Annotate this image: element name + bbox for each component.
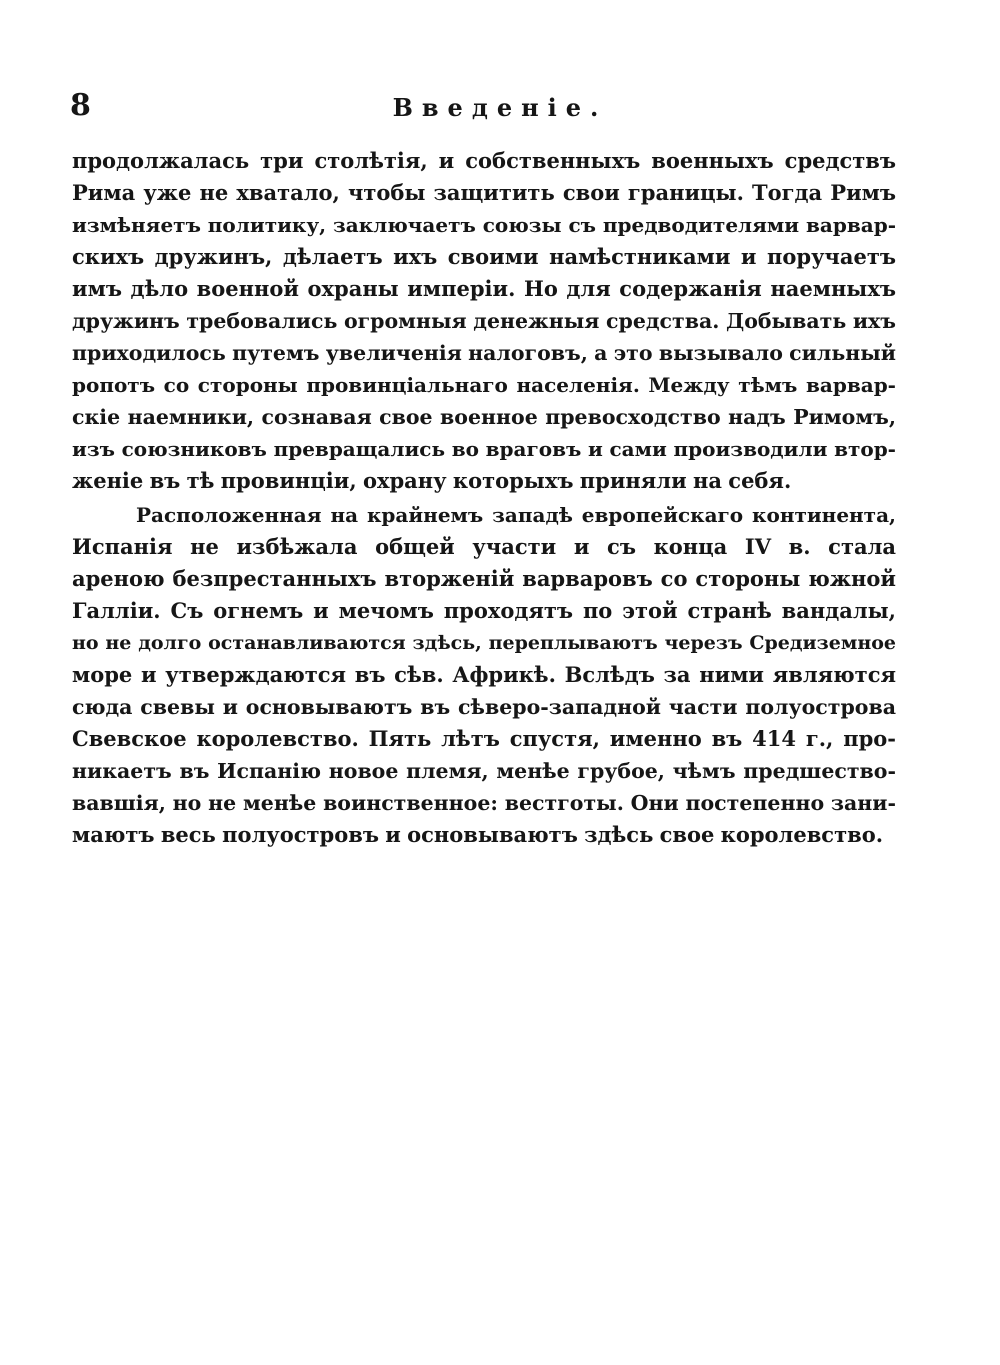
running-title: Введеніе.	[392, 93, 608, 122]
page-header	[70, 86, 930, 126]
text-line: ропотъ со стороны провинціальнаго населенія. Между тѣмъ варвар-	[72, 373, 896, 397]
text-line: продолжалась три столѣтія, и собственныхъ военныхъ средствъ	[72, 148, 896, 173]
text-line: дружинъ требовались огромныя денежныя средства. Добывать ихъ	[72, 309, 896, 333]
text-line: маютъ весь полуостровъ и основываютъ здѣсь свое королевство.	[72, 822, 884, 847]
text-line: Рима уже не хватало, чтобы защитить свои границы. Тогда Римъ	[72, 180, 896, 205]
text-line: женіе въ тѣ провинціи, охрану которыхъ приняли на себя.	[72, 468, 792, 493]
page-number: 8	[70, 88, 91, 123]
text-line: ареною безпрестанныхъ вторженій варваровъ со стороны южной	[72, 566, 896, 591]
text-line: приходилось путемъ увеличенія налоговъ, а это вызывало сильный	[72, 341, 896, 365]
text-line: Галліи. Съ огнемъ и мечомъ проходятъ по этой странѣ вандалы,	[72, 598, 896, 623]
text-line: имъ дѣло военной охраны имперіи. Но для содержанія наемныхъ	[72, 276, 896, 301]
text-line: море и утверждаются въ сѣв. Африкѣ. Вслѣдъ за ними являются	[72, 662, 896, 687]
text-line: скіе наемники, сознавая свое военное превосходство надъ Римомъ,	[72, 405, 896, 429]
text-line: вавшія, но не менѣе воинственное: вестготы. Они постепенно зани-	[72, 791, 896, 815]
text-line: Испанія не избѣжала общей участи и съ конца IV в. стала	[72, 534, 896, 559]
text-line: изъ союзниковъ превращались во враговъ и сами производили втор-	[72, 437, 896, 461]
text-line: но не долго останавливаются здѣсь, переплываютъ черезъ Средиземное	[72, 632, 896, 654]
text-line: скихъ дружинъ, дѣлаетъ ихъ своими намѣстниками и поручаетъ	[72, 244, 896, 269]
text-line: Расположенная на крайнемъ западѣ европейскаго континента,	[136, 503, 896, 527]
text-line: Свевское королевство. Пять лѣтъ спустя, именно въ 414 г., про-	[72, 726, 896, 751]
text-line: никаетъ въ Испанію новое племя, менѣе грубое, чѣмъ предшество-	[72, 759, 896, 783]
text-line: сюда свевы и основываютъ въ сѣверо-западной части полуострова	[72, 695, 896, 719]
text-line: измѣняетъ политику, заключаетъ союзы съ предводителями варвар-	[72, 213, 896, 237]
